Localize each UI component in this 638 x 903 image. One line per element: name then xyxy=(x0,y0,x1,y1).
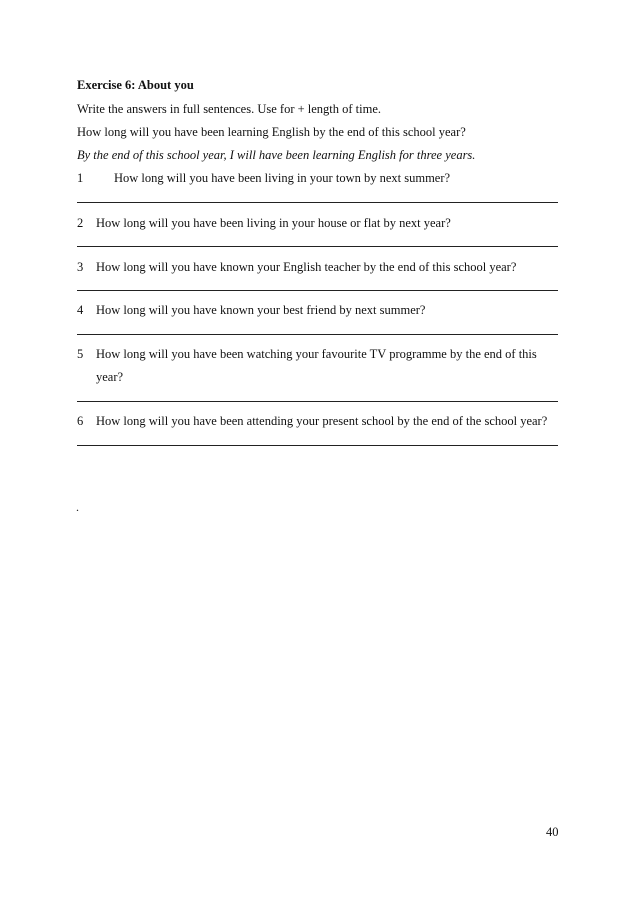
question-text-continued: year? xyxy=(96,370,124,384)
question-number: 3 xyxy=(77,260,84,274)
question-number: 6 xyxy=(77,414,84,428)
page-number: 40 xyxy=(546,825,559,839)
example-answer: By the end of this school year, I will have been learning English for three years. xyxy=(77,148,476,162)
question-number: 1 xyxy=(77,171,84,185)
question-text: How long will you have known your English teacher by the end of this school year? xyxy=(96,260,517,274)
exercise-title: Exercise 6: About you xyxy=(77,78,194,92)
question-number: 5 xyxy=(77,347,84,361)
question-text: How long will you have known your best friend by next summer? xyxy=(96,303,426,317)
example-question: How long will you have been learning English by the end of this school year? xyxy=(77,125,466,139)
exercise-instruction: Write the answers in full sentences. Use for + length of time. xyxy=(77,102,382,116)
question-text: How long will you have been living in your house or flat by next year? xyxy=(96,216,451,230)
answer-line[interactable] xyxy=(77,202,558,203)
question-text: How long will you have been watching your favourite TV programme by the end of this xyxy=(96,347,537,361)
question-text: How long will you have been living in your town by next summer? xyxy=(114,171,451,185)
question-text: How long will you have been attending your present school by the end of the school year? xyxy=(96,414,548,428)
answer-line[interactable] xyxy=(77,334,558,335)
answer-line[interactable] xyxy=(77,290,558,291)
question-number: 4 xyxy=(77,303,84,317)
answer-line[interactable] xyxy=(77,246,558,247)
answer-line[interactable] xyxy=(77,445,558,446)
answer-line[interactable] xyxy=(77,401,558,402)
stray-mark: . xyxy=(76,500,79,514)
question-number: 2 xyxy=(77,216,84,230)
